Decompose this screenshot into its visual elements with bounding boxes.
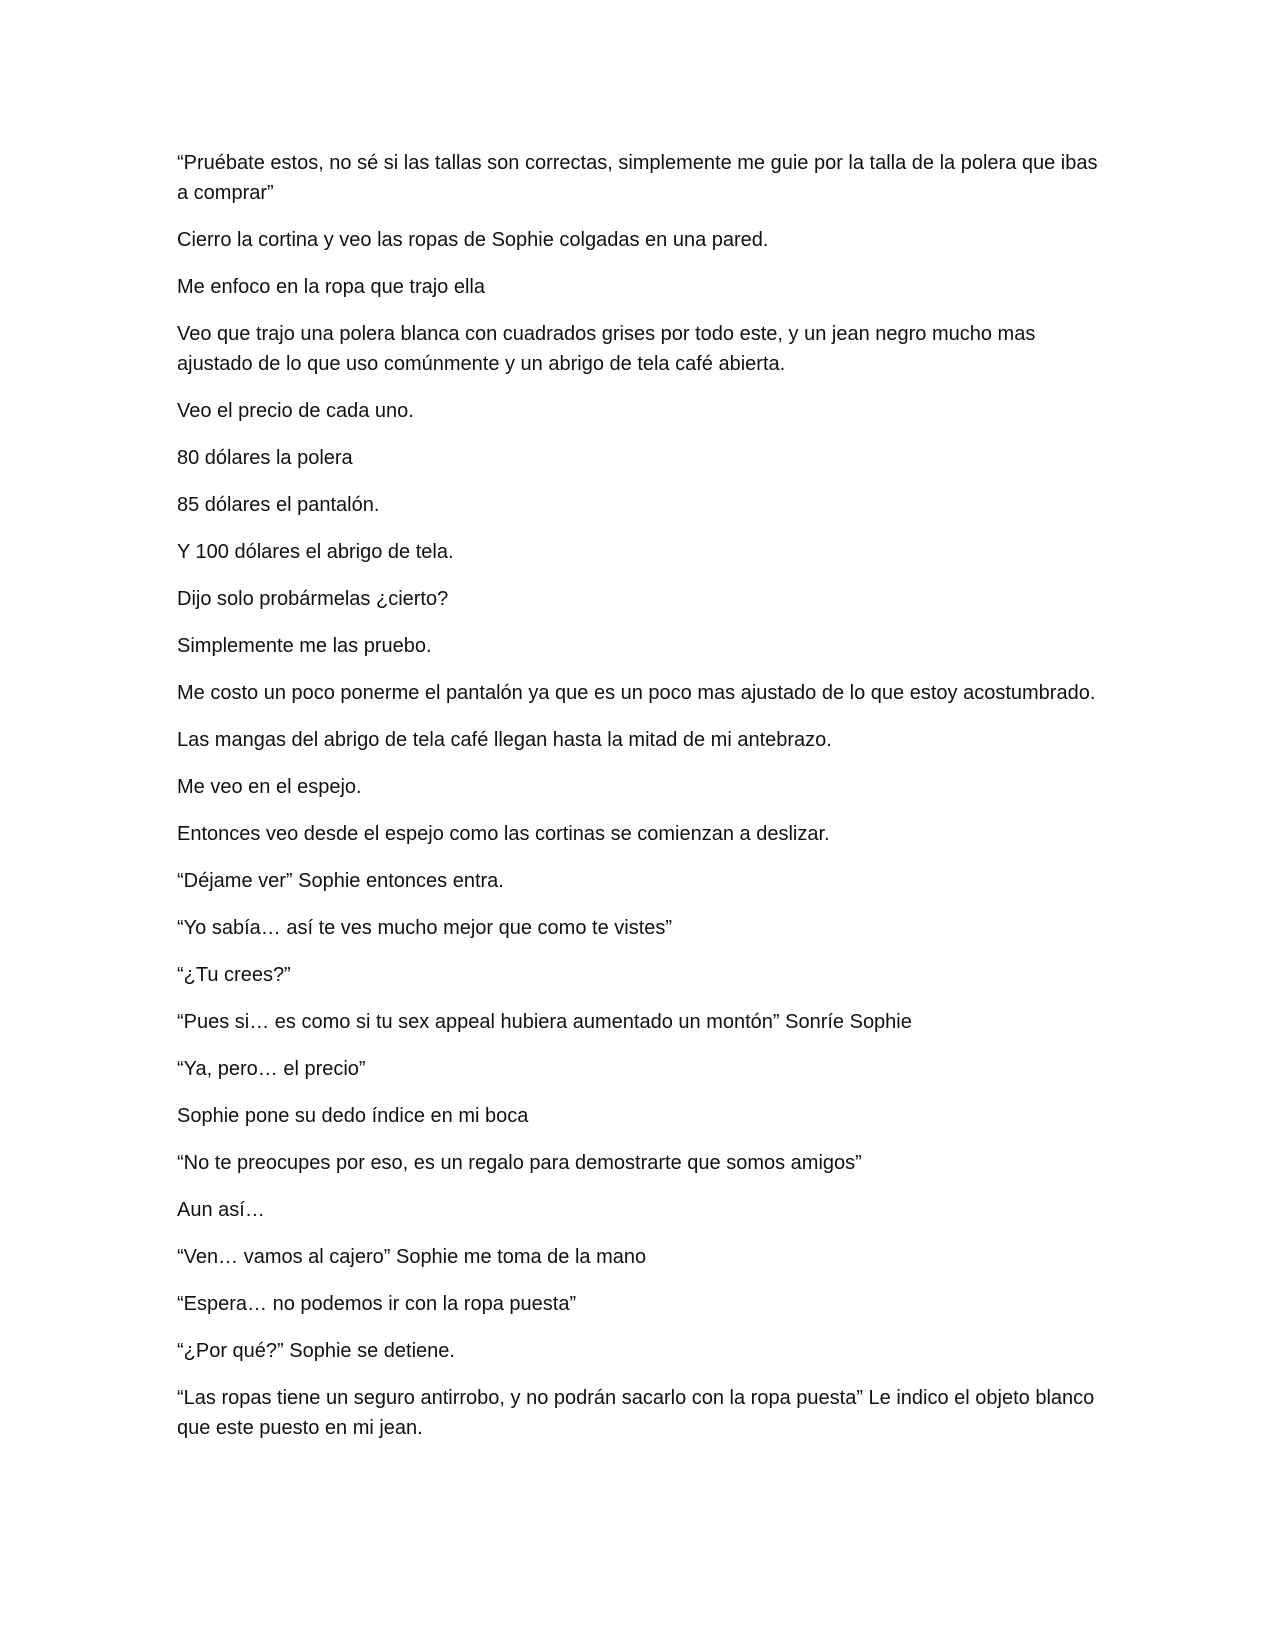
paragraph: Las mangas del abrigo de tela café llegan hasta la mitad de mi antebrazo. bbox=[177, 729, 832, 751]
paragraph: “¿Por qué?” Sophie se detiene. bbox=[177, 1340, 455, 1362]
paragraph: “No te preocupes por eso, es un regalo para demostrarte que somos amigos” bbox=[177, 1152, 862, 1174]
paragraph: Simplemente me las pruebo. bbox=[177, 635, 432, 657]
paragraph: Me enfoco en la ropa que trajo ella bbox=[177, 276, 485, 298]
paragraph: “Pues si… es como si tu sex appeal hubiera aumentado un montón” Sonríe Sophie bbox=[177, 1011, 912, 1033]
paragraph: “Ven… vamos al cajero” Sophie me toma de la mano bbox=[177, 1246, 647, 1268]
paragraph: “Yo sabía… así te ves mucho mejor que como te vistes” bbox=[177, 917, 673, 939]
paragraph: Entonces veo desde el espejo como las cortinas se comienzan a deslizar. bbox=[177, 823, 830, 845]
paragraph: Veo el precio de cada uno. bbox=[177, 400, 414, 422]
paragraph: “Ya, pero… el precio” bbox=[177, 1058, 366, 1080]
paragraph: “Espera… no podemos ir con la ropa puesta” bbox=[177, 1293, 577, 1315]
paragraph: 85 dólares el pantalón. bbox=[177, 494, 380, 516]
paragraph: Y 100 dólares el abrigo de tela. bbox=[177, 541, 454, 563]
paragraph: Sophie pone su dedo índice en mi boca bbox=[177, 1105, 529, 1127]
paragraph: Me costo un poco ponerme el pantalón ya que es un poco mas ajustado de lo que estoy acostumbrado. bbox=[177, 682, 1096, 704]
document-page bbox=[177, 148, 1107, 1460]
paragraph: Aun así… bbox=[177, 1199, 265, 1221]
paragraph: “¿Tu crees?” bbox=[177, 964, 291, 986]
paragraph: 80 dólares la polera bbox=[177, 447, 353, 469]
paragraph: Cierro la cortina y veo las ropas de Sophie colgadas en una pared. bbox=[177, 229, 769, 251]
paragraph: Me veo en el espejo. bbox=[177, 776, 362, 798]
paragraph: Dijo solo probármelas ¿cierto? bbox=[177, 588, 449, 610]
paragraph: “Pruébate estos, no sé si las tallas son correctas, simplemente me guie por la talla de la polera que ibas a comprar” bbox=[177, 152, 1098, 204]
paragraph: “Las ropas tiene un seguro antirrobo, y no podrán sacarlo con la ropa puesta” Le indico el objeto blanco que este puesto en mi jean. bbox=[177, 1387, 1095, 1439]
paragraph: Veo que trajo una polera blanca con cuadrados grises por todo este, y un jean negro mucho mas ajustado de lo que uso comúnmente y un abrigo de tela café abierta. bbox=[177, 323, 1036, 375]
paragraph: “Déjame ver” Sophie entonces entra. bbox=[177, 870, 504, 892]
